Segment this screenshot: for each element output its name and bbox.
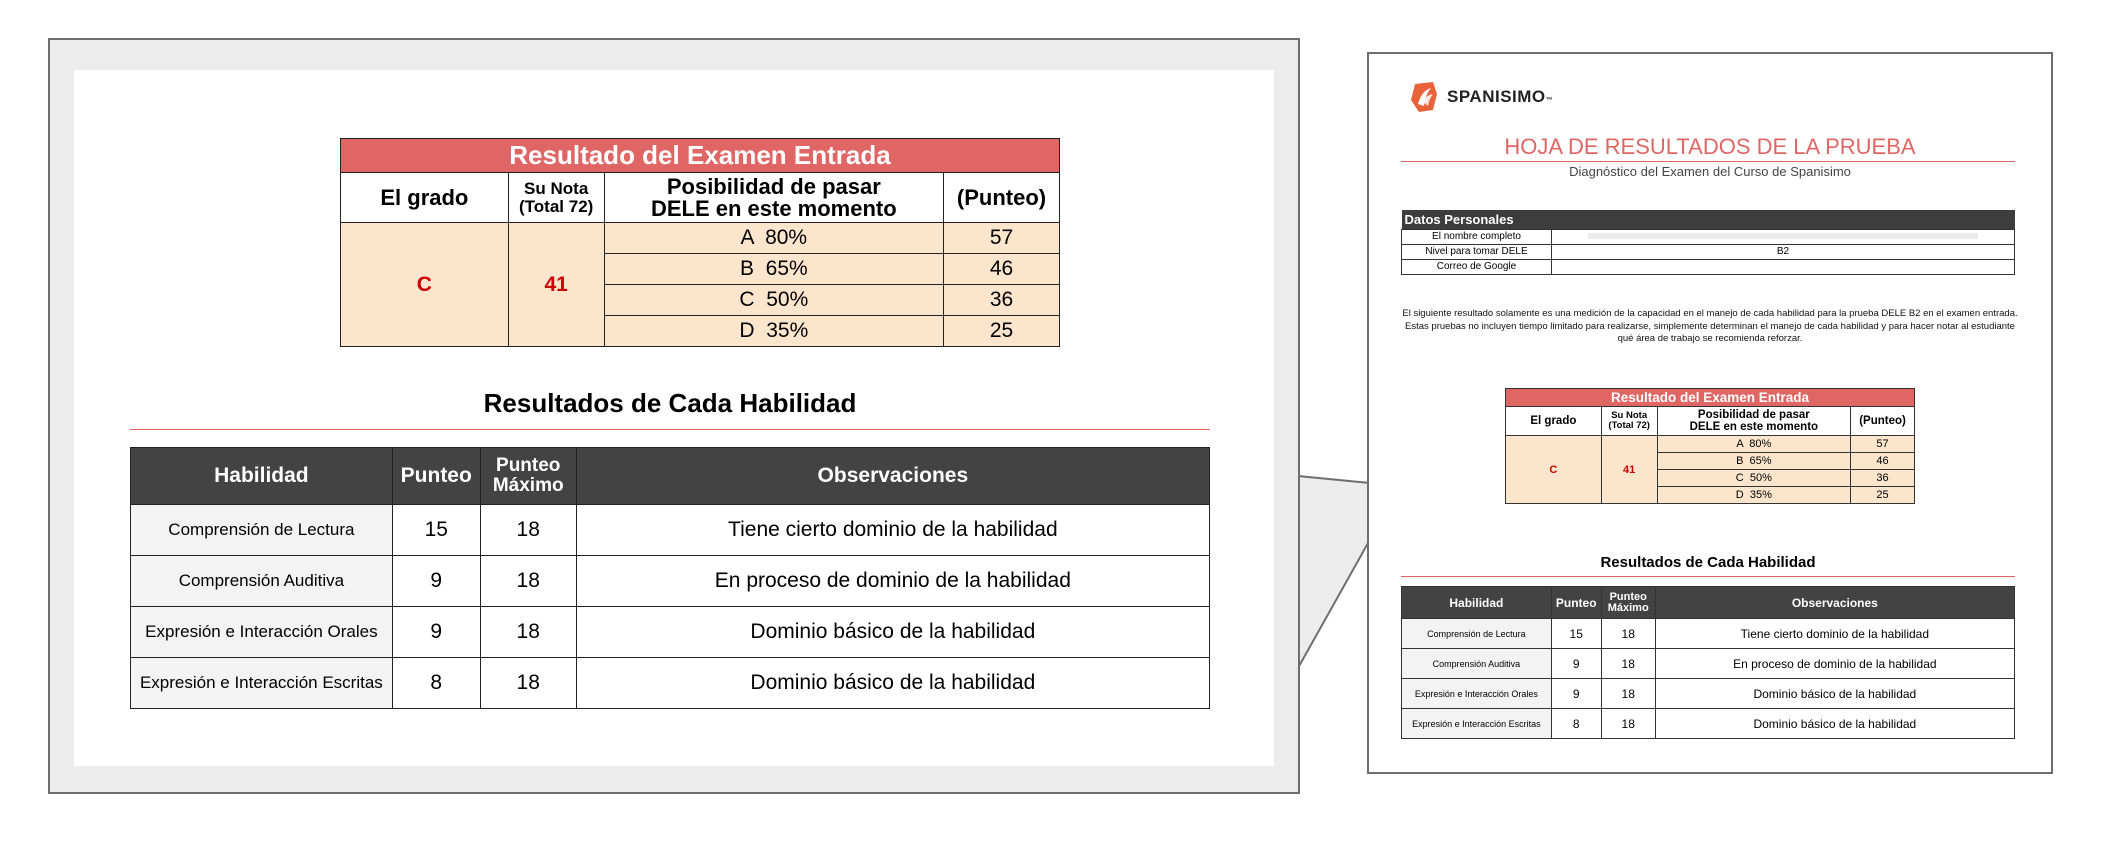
skill-observation: Dominio básico de la habilidad bbox=[1655, 679, 2014, 709]
exam-result-table bbox=[1505, 388, 1915, 504]
skill-name: Comprensión de Lectura bbox=[1402, 619, 1552, 649]
skill-points: 9 bbox=[1551, 649, 1601, 679]
exam-table-title: Resultado del Examen Entrada bbox=[341, 139, 1060, 173]
skills-section-title: Resultados de Cada Habilidad bbox=[1401, 554, 2015, 577]
score-value: 41 bbox=[508, 223, 604, 347]
spanisimo-logo-icon bbox=[1409, 80, 1439, 114]
personal-data-table bbox=[1401, 210, 2015, 275]
possibility-row-points: 57 bbox=[944, 223, 1060, 254]
table-row bbox=[131, 658, 1210, 709]
redacted-name-bar bbox=[1588, 233, 1978, 239]
col-possibility-header bbox=[1657, 407, 1850, 436]
skill-max: 18 bbox=[480, 556, 576, 607]
exam-result-table-zoom bbox=[340, 138, 1060, 347]
col-max-line2: Máximo bbox=[1607, 601, 1649, 614]
possibility-row-points: 46 bbox=[1851, 453, 1915, 470]
col-points-header: Punteo bbox=[392, 448, 480, 505]
skill-observation: En proceso de dominio de la habilidad bbox=[1655, 649, 2014, 679]
skills-table-zoom bbox=[130, 447, 1210, 709]
col-grade-header: El grado bbox=[1506, 407, 1602, 436]
skill-max: 18 bbox=[480, 658, 576, 709]
personal-label: Correo de Google bbox=[1402, 259, 1552, 274]
possibility-row-points: 36 bbox=[1851, 470, 1915, 487]
col-note-line2: (Total 72) bbox=[1608, 420, 1650, 431]
possibility-row-label: B 65% bbox=[604, 254, 943, 285]
score-value: 41 bbox=[1601, 436, 1657, 504]
possibility-row-label: A 80% bbox=[604, 223, 943, 254]
possibility-row-label: C 50% bbox=[604, 285, 943, 316]
page-subtitle: Diagnóstico del Examen del Curso de Spanisimo bbox=[1569, 164, 1851, 179]
col-skill-header: Habilidad bbox=[1402, 587, 1552, 619]
col-note-line2: (Total 72) bbox=[519, 196, 594, 216]
col-points-header: (Punteo) bbox=[944, 173, 1060, 223]
personal-value-email[interactable] bbox=[1552, 259, 2015, 274]
skill-points: 8 bbox=[1551, 709, 1601, 739]
brand-trademark: ™ bbox=[1545, 97, 1554, 104]
brand-name bbox=[1447, 87, 1553, 107]
skill-name: Expresión e Interacción Orales bbox=[1402, 679, 1552, 709]
col-max-line1: Punteo bbox=[1609, 590, 1647, 603]
table-row bbox=[131, 556, 1210, 607]
personal-value-name[interactable] bbox=[1552, 229, 2015, 244]
possibility-row-label: D 35% bbox=[1657, 487, 1850, 504]
col-note-header bbox=[508, 173, 604, 223]
skill-name: Expresión e Interacción Escritas bbox=[1402, 709, 1552, 739]
col-skill-header: Habilidad bbox=[131, 448, 393, 505]
personal-label: Nivel para tomar DELE bbox=[1402, 244, 1552, 259]
table-row bbox=[1402, 679, 2015, 709]
skill-name: Comprensión Auditiva bbox=[131, 556, 393, 607]
skill-max: 18 bbox=[1601, 649, 1655, 679]
skill-name: Expresión e Interacción Orales bbox=[131, 607, 393, 658]
col-max-line2: Máximo bbox=[492, 475, 564, 496]
col-note-line1: Su Nota bbox=[1611, 410, 1648, 421]
col-possibility-line2: DELE en este momento bbox=[650, 195, 897, 221]
possibility-row-points: 25 bbox=[1851, 487, 1915, 504]
table-row bbox=[131, 505, 1210, 556]
skill-points: 9 bbox=[1551, 679, 1601, 709]
zoom-callout bbox=[48, 38, 1300, 794]
col-note-header bbox=[1601, 407, 1657, 436]
col-possibility-line1: Posibilidad de pasar bbox=[1697, 409, 1810, 421]
table-row bbox=[131, 607, 1210, 658]
col-grade-header: El grado bbox=[341, 173, 509, 223]
brand-logo bbox=[1409, 80, 1553, 114]
possibility-row-points: 57 bbox=[1851, 436, 1915, 453]
personal-value-level[interactable]: B2 bbox=[1552, 244, 2015, 259]
col-max-line1: Punteo bbox=[496, 455, 561, 476]
possibility-row-points: 36 bbox=[944, 285, 1060, 316]
skill-points: 9 bbox=[392, 556, 480, 607]
skill-observation: Dominio básico de la habilidad bbox=[1655, 709, 2014, 739]
possibility-row-label: B 65% bbox=[1657, 453, 1850, 470]
col-max-header bbox=[480, 448, 576, 505]
personal-label: El nombre completo bbox=[1402, 229, 1552, 244]
table-row bbox=[1402, 619, 2015, 649]
col-max-header bbox=[1601, 587, 1655, 619]
skill-max: 18 bbox=[1601, 679, 1655, 709]
col-obs-header: Observaciones bbox=[1655, 587, 2014, 619]
exam-table-title: Resultado del Examen Entrada bbox=[1506, 389, 1915, 407]
title-divider bbox=[1401, 161, 2015, 162]
possibility-row-label: A 80% bbox=[1657, 436, 1850, 453]
skill-points: 15 bbox=[392, 505, 480, 556]
page-title: HOJA DE RESULTADOS DE LA PRUEBA bbox=[1504, 134, 1916, 159]
skill-name: Comprensión de Lectura bbox=[131, 505, 393, 556]
skill-max: 18 bbox=[480, 607, 576, 658]
col-possibility-line1: Posibilidad de pasar bbox=[666, 173, 881, 199]
zoom-sheet bbox=[74, 70, 1274, 766]
skill-max: 18 bbox=[480, 505, 576, 556]
skill-name: Expresión e Interacción Escritas bbox=[131, 658, 393, 709]
grade-value: C bbox=[341, 223, 509, 347]
skill-points: 9 bbox=[392, 607, 480, 658]
skill-observation: Tiene cierto dominio de la habilidad bbox=[1655, 619, 2014, 649]
results-page bbox=[1367, 52, 2053, 774]
brand-name-text: SPANISIMO bbox=[1447, 87, 1546, 106]
col-obs-header: Observaciones bbox=[576, 448, 1209, 505]
skills-section-title: Resultados de Cada Habilidad bbox=[130, 388, 1210, 430]
skill-observation: En proceso de dominio de la habilidad bbox=[576, 556, 1209, 607]
skill-points: 8 bbox=[392, 658, 480, 709]
skill-observation: Dominio básico de la habilidad bbox=[576, 607, 1209, 658]
possibility-row-label: D 35% bbox=[604, 316, 943, 347]
personal-data-header: Datos Personales bbox=[1402, 210, 2015, 229]
col-possibility-line2: DELE en este momento bbox=[1689, 421, 1819, 433]
col-points-header: (Punteo) bbox=[1851, 407, 1915, 436]
skill-max: 18 bbox=[1601, 709, 1655, 739]
col-possibility-header bbox=[604, 173, 943, 223]
skills-table bbox=[1401, 586, 2015, 739]
table-row bbox=[1402, 709, 2015, 739]
possibility-row-label: C 50% bbox=[1657, 470, 1850, 487]
skill-max: 18 bbox=[1601, 619, 1655, 649]
explanation-paragraph: El siguiente resultado solamente es una medición de la capacidad en el manejo de cada habilidad para la prueba DELE B2 en el examen entrada. Estas pruebas no incluyen tiempo limitado para realizarse, simplemente determinan el manejo de cada habilidad y para hacer notar al estudiante qué área de trabajo se recomienda reforzar. bbox=[1402, 308, 2018, 344]
skill-points: 15 bbox=[1551, 619, 1601, 649]
skill-name: Comprensión Auditiva bbox=[1402, 649, 1552, 679]
col-points-header: Punteo bbox=[1551, 587, 1601, 619]
grade-value: C bbox=[1506, 436, 1602, 504]
skill-observation: Tiene cierto dominio de la habilidad bbox=[576, 505, 1209, 556]
possibility-row-points: 25 bbox=[944, 316, 1060, 347]
possibility-row-points: 46 bbox=[944, 254, 1060, 285]
skill-observation: Dominio básico de la habilidad bbox=[576, 658, 1209, 709]
table-row bbox=[1402, 649, 2015, 679]
col-note-line1: Su Nota bbox=[524, 178, 589, 198]
